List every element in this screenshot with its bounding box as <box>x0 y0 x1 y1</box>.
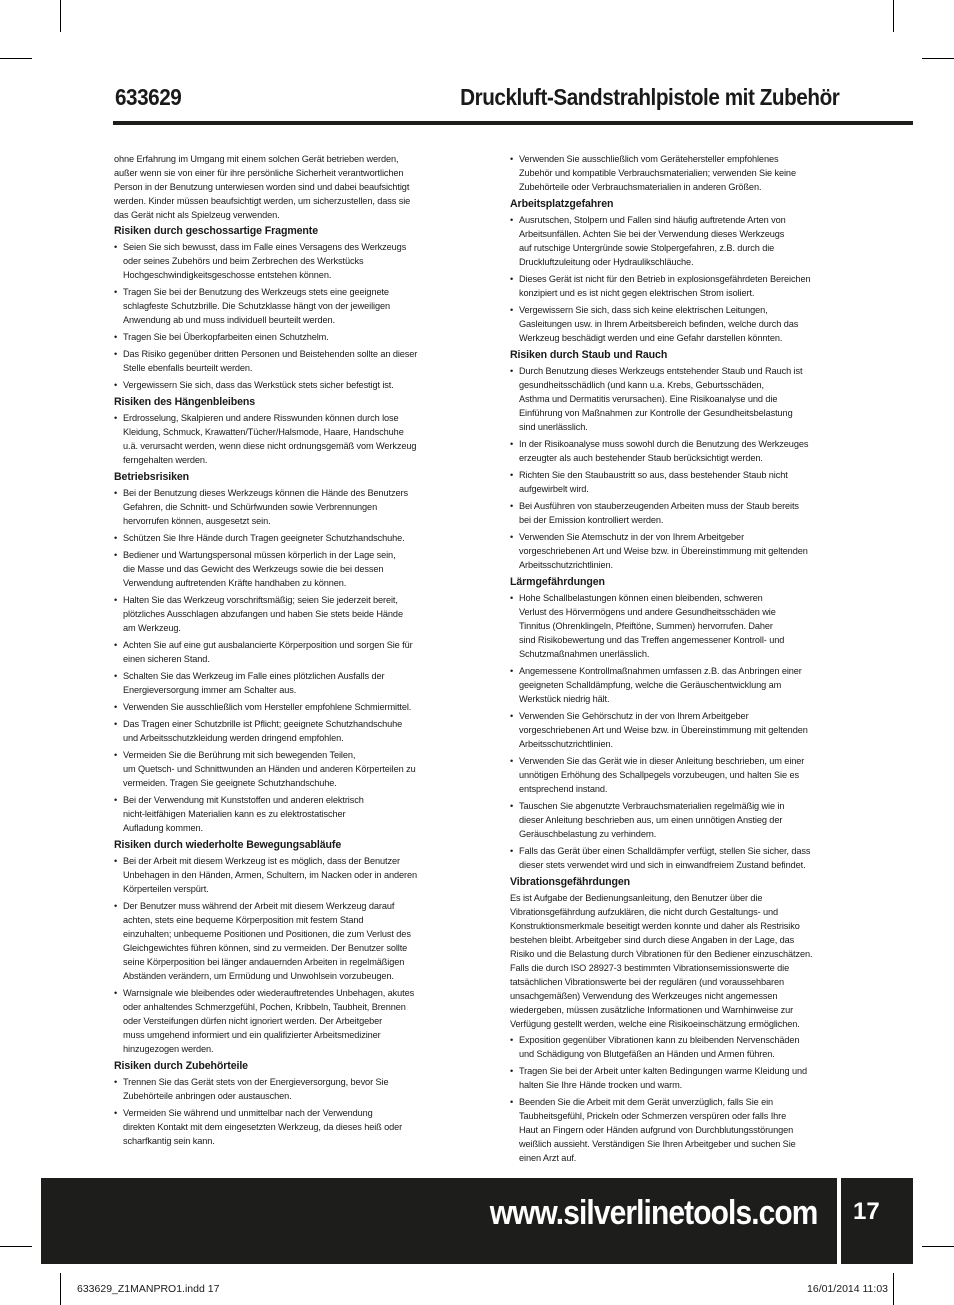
list-item <box>510 468 840 496</box>
footer-divider <box>837 1178 841 1264</box>
text-line: sind Risikobewertung und das Treffen angemessener Kontroll- und <box>519 635 785 645</box>
text-line: halten Sie Ihre Hände trocken und warm. <box>519 1080 683 1090</box>
text-line: • Halten Sie das Werkzeug vorschriftsmäßig; seien Sie jederzeit bereit, <box>123 595 398 605</box>
crop-mark <box>60 0 61 32</box>
text-line: Hochgeschwindigkeitsgeschosse entstehen können. <box>123 270 332 280</box>
text-line: Unbehagen in den Händen, Armen, Schultern, im Nacken oder in anderen <box>123 870 418 880</box>
text-line: • Schalten Sie das Werkzeug im Falle eines plötzlichen Ausfalls der <box>123 671 385 681</box>
text-line: Gleichgewichtes führen können, sind zu vermeiden. Der Benutzer sollte <box>123 943 408 953</box>
text-line: plötzliches Ausschlagen abzufangen und haben Sie stets beide Hände <box>123 609 403 619</box>
section-heading: Risiken durch geschossartige Fragmente <box>114 225 319 237</box>
list-item <box>510 213 840 269</box>
text-line: Schutzmaßnahmen unerlässlich. <box>519 649 650 659</box>
list-item <box>510 152 840 194</box>
text-line: muss umgehend informiert und ein qualifizierter Arbeitsmediziner <box>123 1030 381 1040</box>
list-item <box>510 664 840 706</box>
text-line: Tinnitus (Ohrenklingeln, Pfeiftöne, Summen) hervorrufen. Daher <box>519 621 773 631</box>
text-line: Zubehörteile anbringen oder austauschen. <box>123 1091 292 1101</box>
list-item <box>114 793 444 835</box>
text-line: sind unerlässlich. <box>519 422 588 432</box>
text-line: hinzugezogen werden. <box>123 1044 214 1054</box>
page-title: Druckluft-Sandstrahlpistole mit Zubehör <box>459 84 839 110</box>
text-line: oder seines Zubehörs und beim Zerbrechen des Werkstücks <box>123 256 364 266</box>
footer-bar <box>41 1178 913 1264</box>
text-line: • Ausrutschen, Stolpern und Fallen sind häufig auftretende Arten von <box>519 215 786 225</box>
section-heading: Risiken des Hängenbleibens <box>114 396 256 408</box>
text-line: Konstruktionsmerkmale beseitigt werden konnte und daher als Restrisiko <box>510 921 800 931</box>
text-line: • Durch Benutzung dieses Werkzeugs entstehender Staub und Rauch ist <box>519 366 803 376</box>
list-item <box>114 1106 444 1148</box>
text-line: Anwendung ab und muss individuell beurteilt werden. <box>123 315 335 325</box>
list-item <box>510 709 840 751</box>
bullet-list <box>510 213 840 345</box>
text-line: Person in der Benutzung unterwiesen worden sind und dabei beaufsichtigt <box>114 182 410 192</box>
left-column <box>114 152 444 1151</box>
crop-mark <box>893 0 894 32</box>
bullet-list <box>510 591 840 872</box>
text-line: • Schützen Sie Ihre Hände durch Tragen geeigneter Schutzhandschuhe. <box>123 533 405 543</box>
list-item <box>510 530 840 572</box>
text-line: bestehen bleibt. Arbeitgeber sind durch diese Angaben in der Lage, das <box>510 935 795 945</box>
text-line: Druckluftzuleitung oder Hydraulikschläuche. <box>519 257 694 267</box>
text-line: Arbeitsunfällen. Achten Sie bei der Verwendung dieses Werkzeugs <box>519 229 785 239</box>
text-line: • Verwenden Sie Atemschutz in der von Ihrem Arbeitgeber <box>519 532 745 542</box>
text-line: • Bei der Arbeit mit diesem Werkzeug ist es möglich, dass der Benutzer <box>123 856 400 866</box>
text-line: Verwendung auftretenden Kräfte handhaben zu können. <box>123 578 347 588</box>
list-item <box>114 669 444 697</box>
text-line: Asthma und Dermatitis verursachen). Eine Risikoanalyse und die <box>519 394 778 404</box>
list-item <box>510 1064 840 1092</box>
text-line: • Bei der Benutzung dieses Werkzeugs können die Hände des Benutzers <box>123 488 408 498</box>
list-item <box>114 700 444 714</box>
paragraph <box>510 891 840 1031</box>
text-line: • Verwenden Sie ausschließlich vom Hersteller empfohlene Schmiermittel. <box>123 702 412 712</box>
text-line: • Beenden Sie die Arbeit mit dem Gerät unverzüglich, falls Sie ein <box>519 1097 774 1107</box>
text-line: und Schädigung von Blutgefäßen an Händen und Armen führen. <box>519 1049 775 1059</box>
list-item <box>114 638 444 666</box>
text-line: scharfkantig sein kann. <box>123 1136 215 1146</box>
list-item <box>114 330 444 344</box>
text-line: • In der Risikoanalyse muss sowohl durch die Benutzung des Werkzeuges <box>519 439 809 449</box>
text-line: bei der Emission kontrolliert werden. <box>519 515 664 525</box>
text-line: auf rutschige Untergründe sowie Stolpergefahren, z.B. durch die <box>519 243 775 253</box>
text-line: • Richten Sie den Staubaustritt so aus, dass bestehender Staub nicht <box>519 470 788 480</box>
text-line: Verfügung gestellt werden, welche eine Risikoeinschätzung ermöglichen. <box>510 1019 800 1029</box>
product-code: 633629 <box>115 84 182 110</box>
text-line: und Arbeitsschutzkleidung werden dringend empfohlen. <box>123 733 344 743</box>
text-line: werden. Kinder müssen beaufsichtigt werden, um sicherzustellen, dass sie <box>114 196 411 206</box>
text-line: die Masse und das Gewicht des Werkzeugs sowie die bei dessen <box>123 564 384 574</box>
text-line: achten, stets eine bequeme Körperposition mit festem Stand <box>123 915 364 925</box>
text-line: wiedergeben, müssen zusätzliche Informationen und Warnhinweise zur <box>510 1005 794 1015</box>
text-line: • Der Benutzer muss während der Arbeit mit diesem Werkzeug darauf <box>123 901 395 911</box>
list-item <box>114 531 444 545</box>
text-line: Zubehörteile oder Verbrauchsmaterialien in anderen Größen. <box>519 182 762 192</box>
text-line: Abständen verändern, um Ermüdung und Unwohlsein vorzubeugen. <box>123 971 394 981</box>
page-number: 17 <box>853 1198 880 1225</box>
list-item <box>510 799 840 841</box>
list-item <box>114 593 444 635</box>
list-item <box>114 548 444 590</box>
section-heading: Risiken durch Staub und Rauch <box>510 349 668 361</box>
text-line: Energieversorgung immer am Schalter aus. <box>123 685 297 695</box>
text-line: vorgeschriebenen Art und Weise bzw. in Übereinstimmung mit geltenden <box>519 546 808 556</box>
text-line: • Bei Ausführen von stauberzeugenden Arbeiten muss der Staub bereits <box>519 501 799 511</box>
bullet-list <box>114 411 444 467</box>
bullet-list <box>114 486 444 835</box>
text-line: vermeiden. Tragen Sie geeignete Schutzhandschuhe. <box>123 778 337 788</box>
text-line: Risiko und die Belastung durch Vibrationen für den Bediener einzuschätzen. <box>510 949 813 959</box>
list-item <box>114 378 444 392</box>
crop-mark <box>0 1246 32 1247</box>
text-line: • Tragen Sie bei der Arbeit unter kalten Bedingungen warme Kleidung und <box>519 1066 807 1076</box>
text-line: Werkzeug beschädigt werden und eine Gefahr darstellen könnten. <box>519 333 783 343</box>
text-line: • Exposition gegenüber Vibrationen kann zu bleibenden Nervenschäden <box>519 1035 800 1045</box>
text-line: Zubehör und kompatible Verbrauchsmaterialien; verwenden Sie keine <box>519 168 796 178</box>
right-column <box>510 152 840 1168</box>
header-divider <box>113 121 913 125</box>
text-line: Einführung von Maßnahmen zur Kontrolle der Gesundheitsbelastung <box>519 408 793 418</box>
text-line: aufgewirbelt wird. <box>519 484 589 494</box>
text-line: Falls die durch ISO 28927-3 bestimmten Vibrationsemissionswerte die <box>510 963 790 973</box>
text-line: weißlich aussieht. Verständigen Sie Ihren Arbeitgeber und suchen Sie <box>519 1139 796 1149</box>
crop-mark <box>60 1273 61 1305</box>
text-line: • Verwenden Sie Gehörschutz in der von Ihrem Arbeitgeber <box>519 711 749 721</box>
text-line: • Das Tragen einer Schutzbrille ist Pflicht; geeignete Schutzhandschuhe <box>123 719 403 729</box>
list-item <box>510 1033 840 1061</box>
text-line: • Tragen Sie bei der Benutzung des Werkzeugs stets eine geeignete <box>123 287 389 297</box>
bullet-list <box>114 854 444 1056</box>
text-line: • Tauschen Sie abgenutzte Verbrauchsmaterialien regelmäßig wie in <box>519 801 785 811</box>
list-item <box>114 411 444 467</box>
text-line: erzeugter als auch bestehender Staub berücksichtigt werden. <box>519 453 763 463</box>
text-line: • Erdrosselung, Skalpieren und andere Risswunden können durch lose <box>123 413 399 423</box>
text-line: dieser Anleitung beschrieben aus, um einen unnötigen Anstieg der <box>519 815 783 825</box>
section-heading: Risiken durch Zubehörteile <box>114 1060 248 1072</box>
list-item <box>510 499 840 527</box>
list-item <box>510 591 840 661</box>
text-line: • Dieses Gerät ist nicht für den Betrieb in explosionsgefährdeten Bereichen <box>519 274 811 284</box>
text-line: Stelle ebenfalls beurteilt werden. <box>123 363 253 373</box>
text-line: • Vermeiden Sie die Berührung mit sich bewegenden Teilen, <box>123 750 356 760</box>
crop-mark <box>922 58 954 59</box>
print-slug-file: 633629_Z1MANPRO1.indd 17 <box>77 1283 220 1295</box>
bullet-list <box>114 240 444 392</box>
list-item <box>510 303 840 345</box>
text-line: Gasleitungen usw. in Ihrem Arbeitsbereich befinden, welche durch das <box>519 319 799 329</box>
text-line: nicht-leitfähigen Materialien kann es zu elektrostatischer <box>123 809 346 819</box>
list-item <box>114 347 444 375</box>
text-line: • Trennen Sie das Gerät stets von der Energieversorgung, bevor Sie <box>123 1077 389 1087</box>
text-line: tatsächlichen Vibrationswerte bei der regulären (und voraussehbaren <box>510 977 785 987</box>
text-line: das Gerät nicht als Spielzeug verwenden. <box>114 210 280 220</box>
list-item <box>510 844 840 872</box>
text-line: entsprechend instand. <box>519 784 608 794</box>
text-line: Arbeitsschutzrichtlinien. <box>519 739 614 749</box>
text-line: • Vermeiden Sie während und unmittelbar nach der Verwendung <box>123 1108 373 1118</box>
text-line: • Bei der Verwendung mit Kunststoffen und anderen elektrisch <box>123 795 364 805</box>
list-item <box>114 986 444 1056</box>
text-line: • Bediener und Wartungspersonal müssen körperlich in der Lage sein, <box>123 550 396 560</box>
text-line: • Vergewissern Sie sich, dass das Werkstück stets sicher befestigt ist. <box>123 380 394 390</box>
list-item <box>114 285 444 327</box>
text-line: hervorrufen können, ausgesetzt sein. <box>123 516 271 526</box>
list-item <box>510 1095 840 1165</box>
list-item <box>510 272 840 300</box>
bullet-list <box>510 152 840 194</box>
text-line: Verlust des Hörvermögens und andere Gesundheitsschäden wie <box>519 607 776 617</box>
list-item <box>510 437 840 465</box>
text-line: oder Versteifungen dürfen nicht ignoriert werden. Der Arbeitgeber <box>123 1016 383 1026</box>
section-heading: Risiken durch wiederholte Bewegungsabläufe <box>114 839 342 851</box>
section-heading: Arbeitsplatzgefahren <box>510 198 614 210</box>
text-line: Geräuschbelastung zu verhindern. <box>519 829 657 839</box>
text-line: • Das Risiko gegenüber dritten Personen und Beistehenden sollte an dieser <box>123 349 418 359</box>
text-line: um Quetsch- und Schnittwunden an Händen und anderen Körperteilen zu <box>123 764 416 774</box>
list-item <box>114 899 444 983</box>
text-line: • Tragen Sie bei Überkopfarbeiten einen Schutzhelm. <box>123 332 329 342</box>
section-heading: Vibrationsgefährdungen <box>510 876 631 888</box>
text-line: Aufladung kommen. <box>123 823 204 833</box>
text-line: schlagfeste Schutzbrille. Die Schutzklasse hängt von der jeweiligen <box>123 301 391 311</box>
text-line: Gefahren, die Schnitt- und Schürfwunden sowie Verbrennungen <box>123 502 378 512</box>
text-line: • Angemessene Kontrollmaßnahmen umfassen z.B. das Anbringen einer <box>519 666 802 676</box>
text-line: Arbeitsschutzrichtlinien. <box>519 560 614 570</box>
text-line: am Werkzeug. <box>123 623 181 633</box>
section-heading: Lärmgefährdungen <box>510 576 605 588</box>
text-line: gesundheitsschädlich (und kann u.a. Krebs, Geburtsschäden, <box>519 380 764 390</box>
list-item <box>114 1075 444 1103</box>
text-line: u.ä. verursacht werden, wenn diese nicht ordnungsgemäß vom Werkzeug <box>123 441 417 451</box>
text-line: unsachgemäßen) Verwendung des Werkzeuges nicht angemessen <box>510 991 778 1001</box>
list-item <box>114 748 444 790</box>
text-line: ohne Erfahrung im Umgang mit einem solchen Gerät betrieben werden, <box>114 154 399 164</box>
text-line: seine Körperposition bei länger andauernden Arbeiten in regelmäßigen <box>123 957 405 967</box>
crop-mark <box>893 1273 894 1305</box>
crop-mark <box>922 1246 954 1247</box>
bullet-list <box>114 1075 444 1148</box>
text-line: außer wenn sie von einer für ihre persönliche Sicherheit verantwortlichen <box>114 168 404 178</box>
text-line: • Hohe Schallbelastungen können einen bleibenden, schweren <box>519 593 763 603</box>
text-line: Werkstück niedrig hält. <box>519 694 610 704</box>
website-link[interactable]: www.silverlinetools.com <box>490 1194 818 1232</box>
text-line: • Vergewissern Sie sich, dass sich keine elektrischen Leitungen, <box>519 305 768 315</box>
text-line: Haut an Fingern oder Händen aufgrund von Durchblutungsstörungen <box>519 1125 794 1135</box>
list-item <box>510 754 840 796</box>
text-line: • Verwenden Sie ausschließlich vom Gerätehersteller empfohlenes <box>519 154 779 164</box>
text-line: • Falls das Gerät über einen Schalldämpfer verfügt, stellen Sie sicher, dass <box>519 846 811 856</box>
list-item <box>114 717 444 745</box>
list-item <box>114 240 444 282</box>
text-line: • Achten Sie auf eine gut ausbalancierte Körperposition und sorgen Sie für <box>123 640 413 650</box>
print-slug-date: 16/01/2014 11:03 <box>807 1283 888 1295</box>
text-line: konzipiert und es ist nicht gegen elektrischen Strom isoliert. <box>519 288 755 298</box>
bullet-list <box>510 1033 840 1165</box>
text-line: einen sicheren Stand. <box>123 654 210 664</box>
text-line: ferngehalten werden. <box>123 455 208 465</box>
text-line: Kleidung, Schmuck, Krawatten/Tücher/Halsmode, Haare, Handschuhe <box>123 427 404 437</box>
text-line: geeigneten Schalldämpfung, welche die Geräuschentwicklung am <box>519 680 782 690</box>
text-line: dieser stets verwendet wird und sich in einwandfreiem Zustand befindet. <box>519 860 806 870</box>
list-item <box>114 486 444 528</box>
text-line: Vibrationsgefährdung aufzuklären, die nicht durch Gestaltungs- und <box>510 907 779 917</box>
text-line: • Seien Sie sich bewusst, dass im Falle eines Versagens des Werkzeugs <box>123 242 407 252</box>
list-item <box>114 854 444 896</box>
text-line: • Warnsignale wie bleibendes oder wiederauftretendes Unbehagen, akutes <box>123 988 415 998</box>
list-item <box>510 364 840 434</box>
intro-paragraph <box>114 152 444 222</box>
text-line: Taubheitsgefühl, Prickeln oder Schmerzen verspüren oder falls Ihre <box>519 1111 787 1121</box>
crop-mark <box>0 58 32 59</box>
text-line: Es ist Aufgabe der Bedienungsanleitung, den Benutzer über die <box>510 893 763 903</box>
text-line: direkten Kontakt mit dem eingesetzten Werkzeug, da dieses heiß oder <box>123 1122 403 1132</box>
bullet-list <box>510 364 840 572</box>
text-line: oder anhaltendes Schmerzgefühl, Pochen, Kribbeln, Taubheit, Brennen <box>123 1002 406 1012</box>
text-line: einzuhalten; unbequeme Positionen und Positionen, die zum Verlust des <box>123 929 411 939</box>
text-line: Körperteilen verspürt. <box>123 884 209 894</box>
text-line: vorgeschriebenen Art und Weise bzw. in Übereinstimmung mit geltenden <box>519 725 808 735</box>
text-line: unnötigen Erhöhung des Schallpegels vorzubeugen, und halten Sie es <box>519 770 799 780</box>
text-line: • Verwenden Sie das Gerät wie in dieser Anleitung beschrieben, um einer <box>519 756 805 766</box>
section-heading: Betriebsrisiken <box>114 471 190 483</box>
text-line: einen Arzt auf. <box>519 1153 577 1163</box>
